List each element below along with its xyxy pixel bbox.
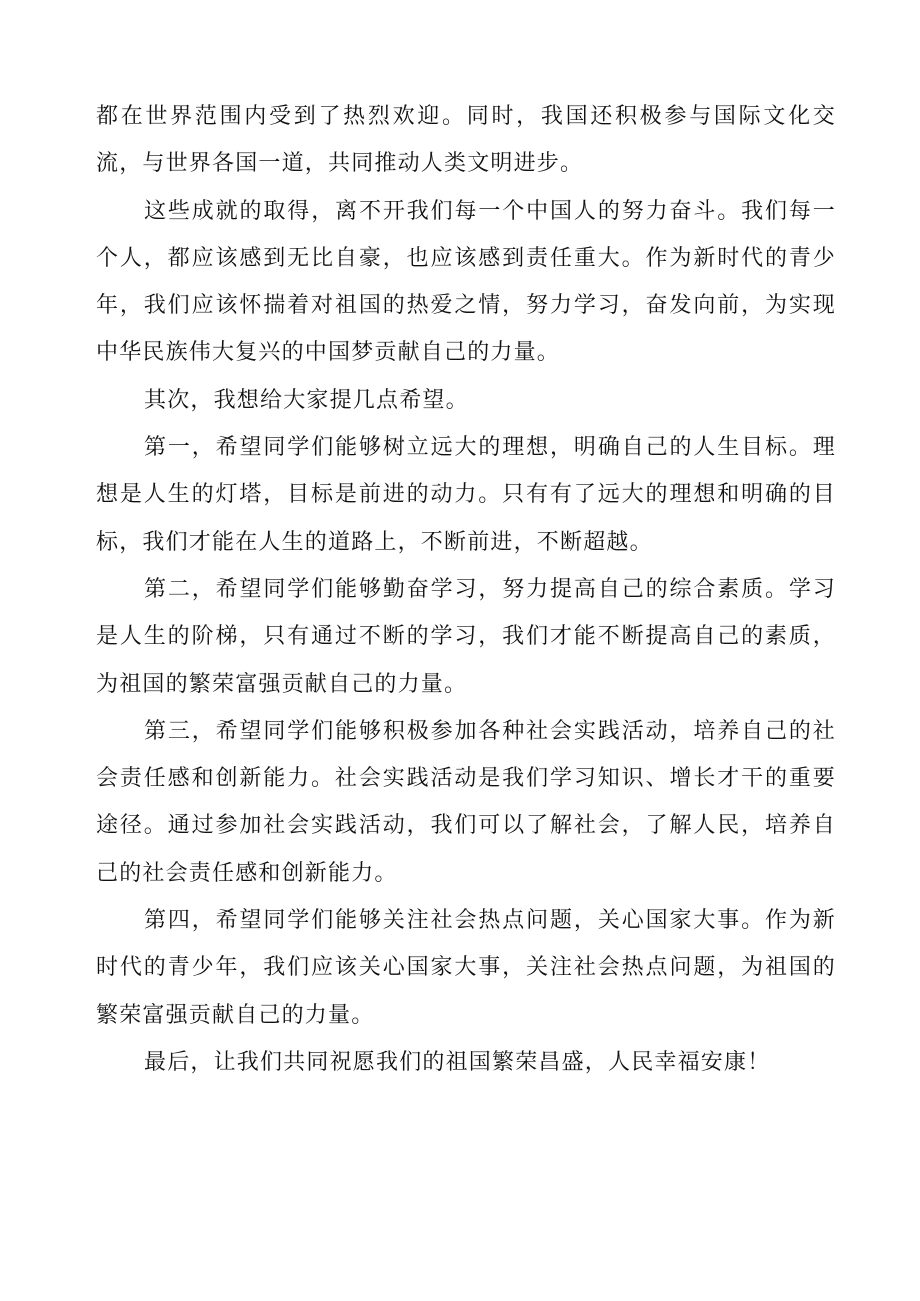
body-text	[96, 93, 836, 1086]
paragraph-hope-first: 第一，希望同学们能够树立远大的理想，明确自己的人生目标。理想是人生的灯塔，目标是前进的动力。只有有了远大的理想和明确的目标，我们才能在人生的道路上，不断前进，不断超越。	[96, 435, 836, 555]
paragraph-hope-fourth: 第四，希望同学们能够关注社会热点问题，关心国家大事。作为新时代的青少年，我们应该关心国家大事，关注社会热点问题，为祖国的繁荣富强贡献自己的力量。	[96, 908, 836, 1028]
paragraph-hope-second: 第二，希望同学们能够勤奋学习，努力提高自己的综合素质。学习是人生的阶梯，只有通过不断的学习，我们才能不断提高自己的素质，为祖国的繁荣富强贡献自己的力量。	[96, 576, 836, 697]
paragraph-continuation: 都在世界范围内受到了热烈欢迎。同时，我国还积极参与国际文化交流，与世界各国一道，共同推动人类文明进步。	[96, 104, 836, 177]
paragraph-hopes-intro: 其次，我想给大家提几点希望。	[144, 387, 469, 413]
paragraph-achievements: 这些成就的取得，离不开我们每一个中国人的努力奋斗。我们每一个人，都应该感到无比自豪，也应该感到责任重大。作为新时代的青少年，我们应该怀揣着对祖国的热爱之情，努力学习，奋发向前，为实现中华民族伟大复兴的中国梦贡献自己的力量。	[96, 198, 836, 366]
paragraph-hope-third: 第三，希望同学们能够积极参加各种社会实践活动，培养自己的社会责任感和创新能力。社会实践活动是我们学习知识、增长才干的重要途径。通过参加社会实践活动，我们可以了解社会，了解人民，培养自己的社会责任感和创新能力。	[96, 718, 836, 886]
paragraph-closing: 最后，让我们共同祝愿我们的祖国繁荣昌盛，人民幸福安康！	[144, 1049, 771, 1075]
